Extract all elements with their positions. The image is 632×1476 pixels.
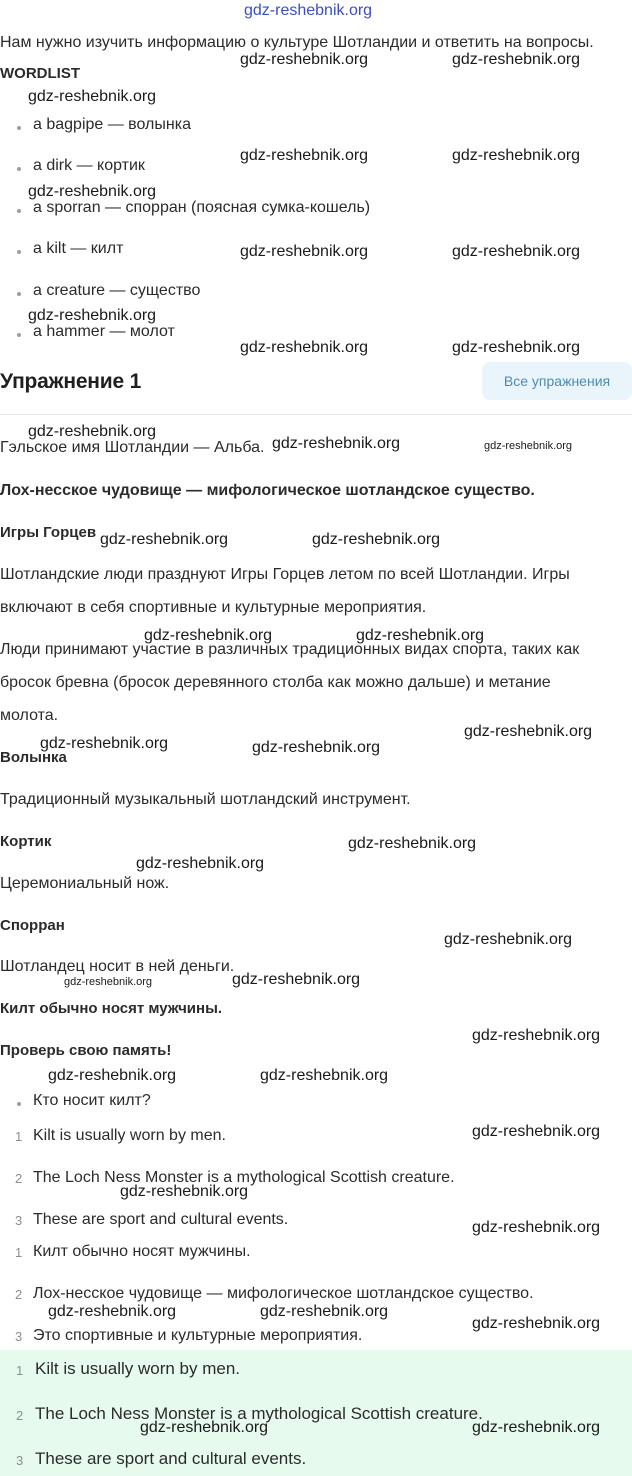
wordlist-item: a kilt — килт xyxy=(33,240,124,257)
watermark: gdz-reshebnik.org xyxy=(312,531,441,548)
wordlist-heading: WORDLIST xyxy=(0,65,80,82)
paragraph-line: Люди принимают участие в различных традиционных видах спорта, таких как xyxy=(0,641,580,658)
watermark: gdz-reshebnik.org xyxy=(472,1123,601,1140)
paragraph-line: включают в себя спортивные и культурные мероприятия. xyxy=(0,599,427,616)
list-number: 3 xyxy=(15,1213,23,1228)
watermark: gdz-reshebnik.org xyxy=(472,1027,601,1044)
answer-item: The Loch Ness Monster is a mythological Scottish creature. xyxy=(35,1404,483,1423)
list-item: Это спортивные и культурные мероприятия. xyxy=(33,1327,363,1344)
paragraph-bold: Килт обычно носят мужчины. xyxy=(0,1000,223,1017)
watermark: gdz-reshebnik.org xyxy=(452,147,581,164)
watermark: gdz-reshebnik.org xyxy=(28,423,157,440)
bullet-icon xyxy=(17,167,21,171)
exercise-title: Упражнение 1 xyxy=(0,370,142,393)
bullet-icon xyxy=(17,1102,21,1106)
watermark: gdz-reshebnik.org xyxy=(40,735,169,752)
watermark: gdz-reshebnik.org xyxy=(240,51,369,68)
paragraph-bold: Лох-несское чудовище — мифологическое шотландское существо. xyxy=(0,482,535,499)
watermark: gdz-reshebnik.org xyxy=(484,440,573,452)
watermark: gdz-reshebnik.org xyxy=(28,88,157,105)
watermark: gdz-reshebnik.org xyxy=(472,1315,601,1332)
watermark: gdz-reshebnik.org xyxy=(260,1067,389,1084)
wordlist-item: a hammer — молот xyxy=(33,323,175,340)
watermark: gdz-reshebnik.org xyxy=(240,339,369,356)
bullet-icon xyxy=(17,333,21,337)
list-number: 2 xyxy=(15,1171,23,1186)
wordlist-item: a creature — существо xyxy=(33,282,201,299)
watermark: gdz-reshebnik.org xyxy=(48,1067,177,1084)
watermark: gdz-reshebnik.org xyxy=(120,1183,249,1200)
watermark: gdz-reshebnik.org xyxy=(48,1303,177,1320)
section-heading: Игры Горцев xyxy=(0,524,97,541)
watermark: gdz-reshebnik.org xyxy=(452,51,581,68)
list-item: Kilt is usually worn by men. xyxy=(33,1127,226,1144)
watermark: gdz-reshebnik.org xyxy=(348,835,477,852)
watermark-top: gdz-reshebnik.org xyxy=(244,2,373,19)
watermark: gdz-reshebnik.org xyxy=(252,739,381,756)
list-number: 2 xyxy=(15,1287,23,1302)
watermark: gdz-reshebnik.org xyxy=(472,1419,601,1436)
watermark: gdz-reshebnik.org xyxy=(28,183,157,200)
intro-text: Нам нужно изучить информацию о культуре Шотландии и ответить на вопросы. xyxy=(0,34,594,51)
watermark: gdz-reshebnik.org xyxy=(144,627,273,644)
list-number: 3 xyxy=(15,1329,23,1344)
wordlist-item: a bagpipe — волынка xyxy=(33,116,191,133)
list-number: 1 xyxy=(15,1129,23,1144)
watermark: gdz-reshebnik.org xyxy=(64,976,153,988)
watermark: gdz-reshebnik.org xyxy=(444,931,573,948)
section-heading: Волынка xyxy=(0,749,67,766)
watermark: gdz-reshebnik.org xyxy=(100,531,229,548)
watermark: gdz-reshebnik.org xyxy=(452,339,581,356)
all-exercises-button[interactable]: Все упражнения xyxy=(482,362,632,400)
paragraph-line: Шотландские люди празднуют Игры Горцев летом по всей Шотландии. Игры xyxy=(0,566,570,583)
bullet-icon xyxy=(17,209,21,213)
paragraph: Шотландец носит в ней деньги. xyxy=(0,958,235,975)
list-number: 2 xyxy=(16,1408,24,1423)
list-number: 1 xyxy=(16,1363,24,1378)
watermark: gdz-reshebnik.org xyxy=(28,307,157,324)
paragraph-line: молота. xyxy=(0,707,59,724)
list-item: Килт обычно носят мужчины. xyxy=(33,1243,251,1260)
paragraph: Традиционный музыкальный шотландский инструмент. xyxy=(0,791,411,808)
watermark: gdz-reshebnik.org xyxy=(232,971,361,988)
bullet-icon xyxy=(17,250,21,254)
list-item: These are sport and cultural events. xyxy=(33,1211,289,1228)
list-number: 3 xyxy=(16,1453,24,1468)
list-item: Лох-несское чудовище — мифологическое шотландское существо. xyxy=(33,1285,534,1302)
watermark: gdz-reshebnik.org xyxy=(260,1303,389,1320)
answer-item: These are sport and cultural events. xyxy=(35,1449,307,1468)
wordlist-item: a sporran — спорран (поясная сумка-кошель) xyxy=(33,199,371,216)
wordlist-item: a dirk — кортик xyxy=(33,157,145,174)
paragraph-line: бросок бревна (бросок деревянного столба как можно дальше) и метание xyxy=(0,674,551,691)
answer-item: Kilt is usually worn by men. xyxy=(35,1359,241,1378)
watermark: gdz-reshebnik.org xyxy=(272,435,401,452)
section-heading: Проверь свою память! xyxy=(0,1042,172,1059)
paragraph: Гэльское имя Шотландии — Альба. xyxy=(0,439,265,456)
list-number: 1 xyxy=(15,1245,23,1260)
question-item: Кто носит килт? xyxy=(33,1092,151,1109)
watermark: gdz-reshebnik.org xyxy=(452,243,581,260)
watermark: gdz-reshebnik.org xyxy=(240,243,369,260)
paragraph: Церемониальный нож. xyxy=(0,875,170,892)
section-heading: Спорран xyxy=(0,917,65,934)
divider xyxy=(0,414,632,415)
watermark: gdz-reshebnik.org xyxy=(472,1219,601,1236)
list-item: The Loch Ness Monster is a mythological Scottish creature. xyxy=(33,1169,455,1186)
section-heading: Кортик xyxy=(0,833,52,850)
bullet-icon xyxy=(17,126,21,130)
watermark: gdz-reshebnik.org xyxy=(136,855,265,872)
watermark: gdz-reshebnik.org xyxy=(140,1419,269,1436)
bullet-icon xyxy=(17,292,21,296)
watermark: gdz-reshebnik.org xyxy=(464,723,593,740)
watermark: gdz-reshebnik.org xyxy=(240,147,369,164)
watermark: gdz-reshebnik.org xyxy=(356,627,485,644)
